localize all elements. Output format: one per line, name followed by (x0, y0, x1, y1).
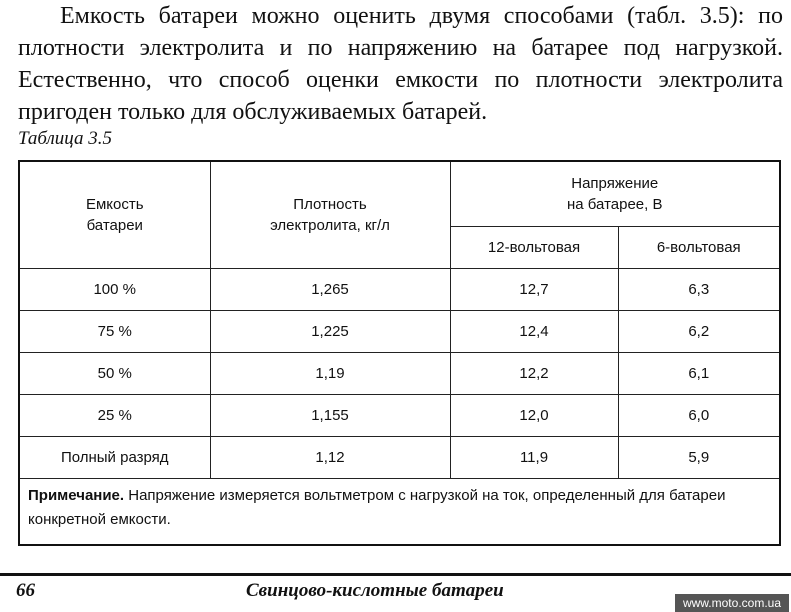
header-capacity-line1: Емкость (85, 195, 144, 213)
cell-density: 1,12 (210, 436, 450, 478)
capacity-table (18, 160, 781, 546)
cell-v12: 12,7 (450, 268, 618, 310)
table-row (20, 436, 779, 478)
cell-capacity: 25 % (20, 394, 210, 436)
note-label: Примечание. (28, 487, 125, 504)
header-capacity-line2: батареи (86, 216, 143, 234)
header-6v: 6-вольтовая (618, 226, 779, 268)
cell-v12: 12,0 (450, 394, 618, 436)
cell-v12: 11,9 (450, 436, 618, 478)
cell-v6: 6,3 (618, 268, 779, 310)
cell-capacity: 50 % (20, 352, 210, 394)
cell-density: 1,225 (210, 310, 450, 352)
cell-capacity: 100 % (20, 268, 210, 310)
header-voltage (450, 162, 779, 226)
header-density-line1: Плотность (293, 195, 367, 213)
table-caption: Таблица 3.5 (18, 128, 112, 149)
cell-capacity: Полный разряд (20, 436, 210, 478)
header-voltage-line2: на батарее, В (567, 195, 663, 213)
cell-density: 1,265 (210, 268, 450, 310)
cell-capacity: 75 % (20, 310, 210, 352)
note-text: Напряжение измеряется вольтметром с нагрузкой на ток, определенный для батареи конкретной емкости. (28, 487, 726, 528)
header-12v: 12-вольтовая (450, 226, 618, 268)
page-number: 66 (16, 580, 35, 601)
cell-v6: 6,0 (618, 394, 779, 436)
cell-v12: 12,2 (450, 352, 618, 394)
cell-v12: 12,4 (450, 310, 618, 352)
cell-density: 1,155 (210, 394, 450, 436)
table-row (20, 352, 779, 394)
intro-paragraph: Емкость батареи можно оценить двумя способами (табл. 3.5): по плотности электролита и по напряжению на батарее под нагрузкой. Естественно, что способ оценки емкости по плотности электролита пригоден только для обслуживаемых батарей. (18, 3, 783, 125)
running-title: Свинцово-кислотные батареи (246, 580, 504, 601)
table-row (20, 394, 779, 436)
footer-rule (0, 573, 791, 576)
header-density (210, 162, 450, 268)
header-capacity (20, 162, 210, 268)
cell-v6: 6,1 (618, 352, 779, 394)
cell-v6: 5,9 (618, 436, 779, 478)
watermark: www.moto.com.ua (675, 594, 789, 612)
cell-density: 1,19 (210, 352, 450, 394)
header-density-line2: электролита, кг/л (270, 216, 390, 234)
table-row (20, 268, 779, 310)
table-note (28, 484, 768, 532)
header-voltage-line1: Напряжение (571, 174, 659, 192)
cell-v6: 6,2 (618, 310, 779, 352)
table-row (20, 310, 779, 352)
data-table (20, 162, 779, 479)
